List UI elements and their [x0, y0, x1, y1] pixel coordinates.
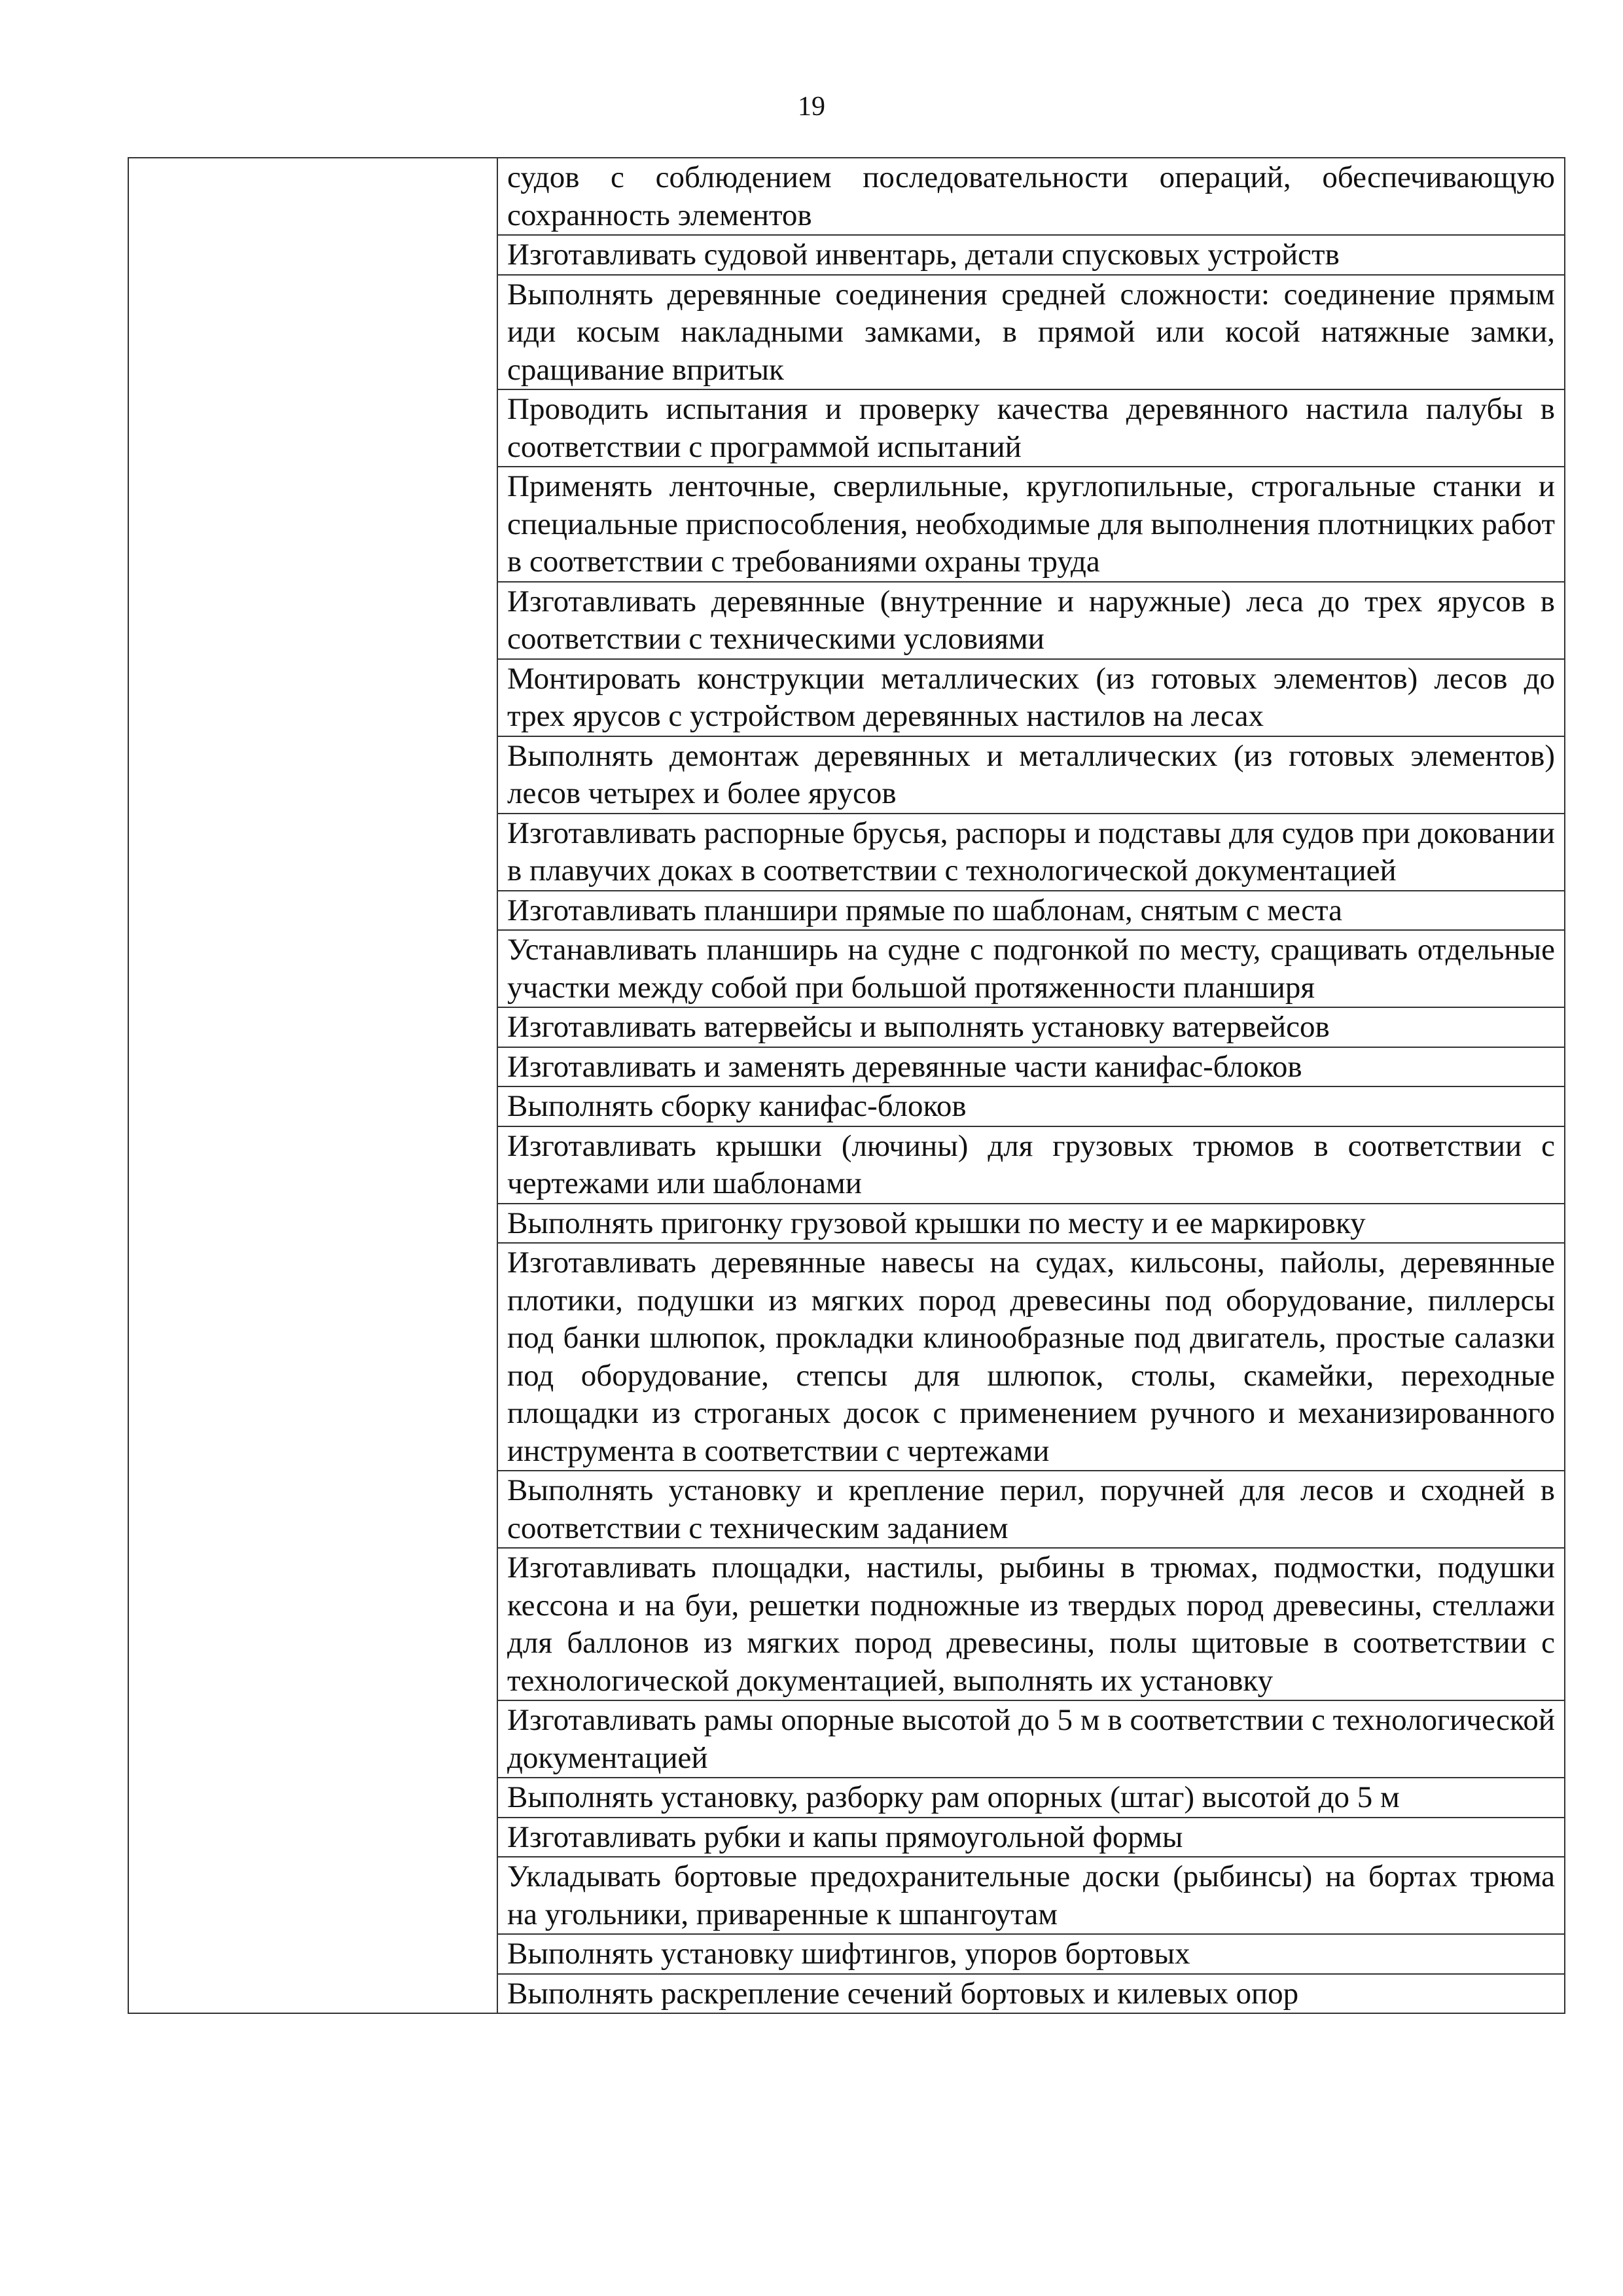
skill-text: Изготавливать ватервейсы и выполнять установку ватервейсов [507, 1010, 1330, 1044]
skill-cell [497, 1243, 1565, 1471]
skill-text: Проводить испытания и проверку качества деревянного настила палубы в соответствии с программой испытаний [507, 392, 1555, 464]
skill-cell [497, 467, 1565, 582]
skill-text: Выполнять установку шифтингов, упоров бортовых [507, 1937, 1190, 1971]
skill-text: Выполнять сборку канифас-блоков [507, 1089, 967, 1123]
skill-cell [497, 1700, 1565, 1778]
skill-text: Укладывать бортовые предохранительные доски (рыбинсы) на бортах трюма на угольники, приваренные к шпангоутам [507, 1859, 1555, 1931]
skill-text: Выполнять демонтаж деревянных и металлических (из готовых элементов) лесов четырех и более ярусов [507, 738, 1555, 810]
skill-text: Изготавливать и заменять деревянные части канифас-блоков [507, 1049, 1302, 1084]
skill-text: Выполнять раскрепление сечений бортовых и килевых опор [507, 1976, 1299, 2011]
skill-text: Выполнять деревянные соединения средней сложности: соединение прямым иди косым накладными замками, в прямой или косой натяжные замки, сращивание впритык [507, 277, 1555, 387]
skill-cell [497, 1974, 1565, 2014]
skill-cell [497, 1047, 1565, 1087]
left-empty-column-cell [128, 158, 497, 2013]
skill-cell [497, 1126, 1565, 1204]
skill-cell [497, 582, 1565, 659]
skill-cell [497, 1007, 1565, 1047]
skill-cell [497, 1204, 1565, 1244]
skill-text: Выполнять установку и крепление перил, поручней для лесов и сходней в соответствии с техническим заданием [507, 1473, 1555, 1545]
skill-text: Изготавливать распорные брусья, распоры и подставы для судов при доковании в плавучих доках в соответствии с технологической документацией [507, 816, 1555, 888]
table-row [128, 158, 1565, 235]
skill-text: Монтировать конструкции металлических (из готовых элементов) лесов до трех ярусов с устройством деревянных настилов на лесах [507, 661, 1555, 733]
skill-text: Изготавливать площадки, настилы, рыбины в трюмах, подмостки, подушки кессона и на буи, решетки подножные из твердых пород древесины, стеллажи для баллонов из мягких пород древесины, полы щитовые в соответствии с технологической документацией, выполнять их установку [507, 1551, 1555, 1698]
skill-cell [497, 1857, 1565, 1934]
skill-cell [497, 389, 1565, 467]
skill-cell [497, 930, 1565, 1007]
skill-text: Выполнять установку, разборку рам опорных (штаг) высотой до 5 м [507, 1780, 1400, 1814]
skill-text: Применять ленточные, сверлильные, круглопильные, строгальные станки и специальные приспособления, необходимые для выполнения плотницких работ в соответствии с требованиями охраны труда [507, 469, 1555, 579]
skill-text: Изготавливать планшири прямые по шаблонам, снятым с места [507, 893, 1343, 927]
skill-cell [497, 158, 1565, 235]
page-number: 19 [798, 92, 825, 122]
skill-cell [497, 275, 1565, 390]
skill-text: Устанавливать планширь на судне с подгонкой по месту, сращивать отдельные участки между собой при большой протяженности планширя [507, 933, 1555, 1005]
skill-cell [497, 235, 1565, 275]
skill-text: Изготавливать рубки и капы прямоугольной формы [507, 1820, 1183, 1854]
skill-cell [497, 1818, 1565, 1857]
skill-text: Изготавливать крышки (лючины) для грузовых трюмов в соответствии с чертежами или шаблонами [507, 1128, 1555, 1200]
skill-cell [497, 1471, 1565, 1548]
skill-text: Изготавливать судовой инвентарь, детали спусковых устройств [507, 238, 1340, 272]
skill-cell [497, 891, 1565, 931]
skills-table [128, 157, 1565, 2014]
skill-text: судов с соблюдением последовательности операций, обеспечивающую сохранность элементов [507, 160, 1555, 232]
skill-cell [497, 659, 1565, 736]
skill-cell [497, 1548, 1565, 1700]
skill-cell [497, 1934, 1565, 1974]
skill-text: Изготавливать деревянные навесы на судах, кильсоны, пайолы, деревянные плотики, подушки из мягких пород древесины под оборудование, пиллерсы под банки шлюпок, прокладки клинообразные под двигатель, простые салазки под оборудование, степсы для шлюпок, столы, скамейки, переходные площадки из строганых досок с применением ручного и механизированного инструмента в соответствии с чертежами [507, 1246, 1555, 1468]
skill-cell [497, 1086, 1565, 1126]
skill-cell [497, 1778, 1565, 1818]
skill-cell [497, 814, 1565, 891]
skill-text: Изготавливать рамы опорные высотой до 5 м в соответствии с технологической документацией [507, 1703, 1555, 1775]
skill-text: Изготавливать деревянные (внутренние и наружные) леса до трех ярусов в соответствии с техническими условиями [507, 584, 1555, 656]
skill-text: Выполнять пригонку грузовой крышки по месту и ее маркировку [507, 1206, 1366, 1240]
skill-cell [497, 736, 1565, 814]
